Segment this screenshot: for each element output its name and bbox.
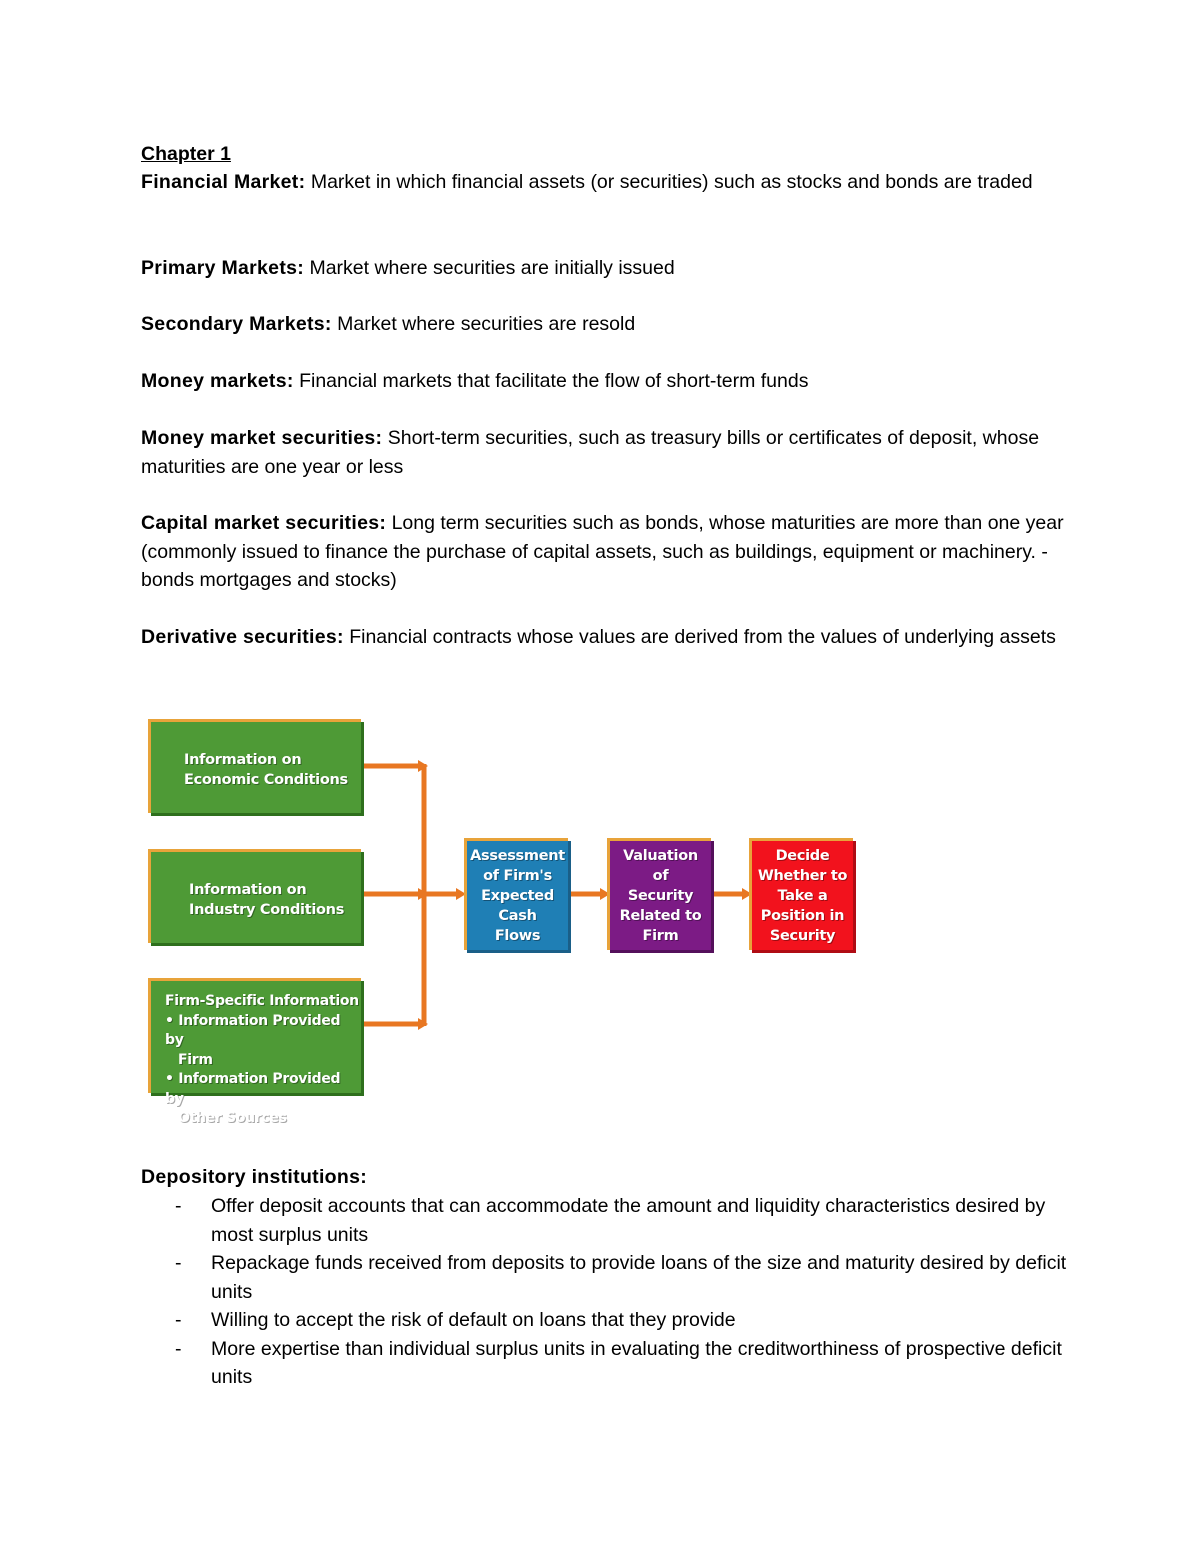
dash-bullet: - bbox=[175, 1337, 182, 1360]
definition-text: Long term securities such as bonds, whose maturities are more than one year (commonly issued to finance the purchase of capital assets, such as buildings, equipment or machinery. - bonds mortgages and stocks) bbox=[141, 512, 1064, 591]
box-label: Flows bbox=[494, 927, 541, 944]
economic-conditions-box bbox=[148, 719, 361, 813]
firm-specific-box bbox=[148, 978, 361, 1126]
box-label: Firm bbox=[642, 927, 679, 944]
box-label: Firm bbox=[178, 1051, 213, 1068]
box-label: Economic Conditions bbox=[184, 772, 348, 788]
box-label: Whether to bbox=[757, 867, 848, 884]
definition-text: Financial markets that facilitate the flow of short-term funds bbox=[293, 370, 809, 392]
box-label: Security bbox=[769, 927, 836, 944]
definition-secondary-markets bbox=[141, 310, 1071, 339]
arrow-head-icon bbox=[418, 760, 428, 772]
valuation-box bbox=[607, 838, 711, 950]
box-label: Valuation bbox=[623, 847, 698, 864]
depository-list bbox=[141, 1192, 1071, 1392]
box-label: Assessment bbox=[470, 847, 565, 864]
definition-money-markets bbox=[141, 367, 1071, 396]
definition-text: Short-term securities, such as treasury bills or certificates of deposit, whose maturities are one year or less bbox=[141, 427, 1040, 478]
assessment-box bbox=[464, 838, 568, 950]
box-label: Take a bbox=[777, 887, 828, 904]
term: Money markets: bbox=[141, 370, 294, 392]
dash-bullet: - bbox=[175, 1309, 182, 1331]
definition-capital-market-securities bbox=[141, 509, 1071, 595]
arrow-head-icon bbox=[418, 1018, 428, 1030]
decide-box bbox=[749, 838, 853, 950]
box-label: Decide bbox=[775, 847, 830, 864]
definition-primary-markets bbox=[141, 254, 1071, 283]
box-label: of Firm's bbox=[483, 867, 552, 884]
definition-text: Market where securities are resold bbox=[331, 313, 636, 335]
definition-text: Market in which financial assets (or securities) such as stocks and bonds are traded bbox=[305, 171, 1033, 193]
box-label: Other Sources bbox=[178, 1110, 287, 1126]
list-item-text: More expertise than individual surplus units in evaluating the creditworthiness of prospective deficit units bbox=[211, 1337, 1062, 1388]
box-label: Industry Conditions bbox=[189, 902, 345, 918]
box-title: Firm-Specific Information bbox=[165, 993, 359, 1009]
box-label: Position in bbox=[760, 907, 845, 924]
term: Primary Markets: bbox=[141, 257, 305, 279]
definition-text: Market where securities are initially issued bbox=[304, 257, 675, 279]
chapter-heading: Chapter 1 bbox=[141, 143, 231, 165]
dash-bullet: - bbox=[175, 1252, 182, 1274]
definition-derivative-securities bbox=[141, 623, 1071, 652]
term: Secondary Markets: bbox=[141, 313, 332, 335]
list-item bbox=[141, 1192, 1071, 1249]
box-label: • Information Provided by bbox=[165, 1012, 341, 1048]
list-item-text: Offer deposit accounts that can accommodate the amount and liquidity characteristics desired by most surplus units bbox=[211, 1195, 1046, 1246]
box-label: Information on bbox=[189, 882, 307, 898]
industry-conditions-box bbox=[148, 849, 361, 943]
list-item-text: Repackage funds received from deposits to provide loans of the size and maturity desired by deficit units bbox=[211, 1252, 1067, 1303]
box-label: Security bbox=[627, 887, 694, 904]
box-label: Related to bbox=[619, 907, 702, 924]
term: Financial Market: bbox=[141, 171, 306, 193]
list-item bbox=[141, 1249, 1071, 1306]
definition-text: Financial contracts whose values are derived from the values of underlying assets bbox=[343, 626, 1056, 648]
list-item bbox=[141, 1306, 1071, 1335]
box-label: Cash bbox=[498, 907, 537, 924]
definition-money-market-securities bbox=[141, 424, 1071, 481]
arrow-head-icon bbox=[418, 888, 428, 900]
list-item bbox=[141, 1335, 1071, 1392]
term: Derivative securities: bbox=[141, 626, 344, 648]
definition-financial-market bbox=[141, 168, 1071, 197]
box-label: Expected bbox=[481, 887, 554, 904]
term: Capital market securities: bbox=[141, 512, 387, 534]
depository-heading bbox=[141, 1163, 1071, 1192]
box-label: of bbox=[652, 867, 669, 884]
box-label: • Information Provided by bbox=[165, 1071, 341, 1107]
dash-bullet: - bbox=[175, 1195, 182, 1217]
term: Money market securities: bbox=[141, 427, 383, 449]
box-label: Information on bbox=[184, 752, 302, 768]
list-item-text: Willing to accept the risk of default on loans that they provide bbox=[211, 1309, 736, 1331]
section-heading: Depository institutions: bbox=[141, 1166, 368, 1188]
